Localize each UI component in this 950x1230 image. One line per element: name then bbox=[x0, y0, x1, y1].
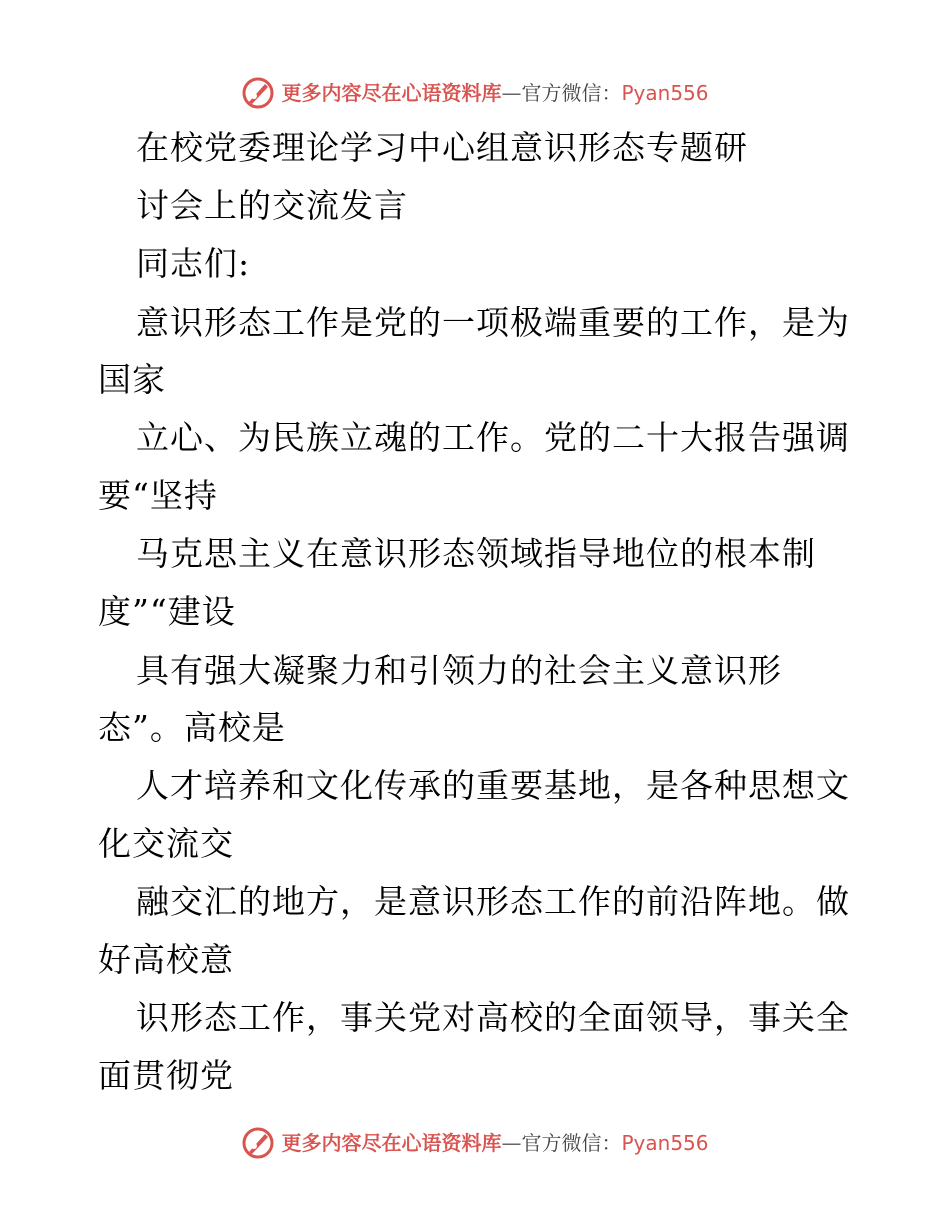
body-line: 态”。高校是 bbox=[98, 708, 286, 747]
body-line: 马克思主义在意识形态领域指导地位的根本制 bbox=[136, 534, 816, 573]
salutation: 同志们: bbox=[136, 244, 251, 283]
body-line: 面贯彻党 bbox=[98, 1056, 234, 1095]
body-line: 融交汇的地方，是意识形态工作的前沿阵地。做 bbox=[136, 882, 850, 921]
watermark-prefix: 更多内容尽在心语资料库 bbox=[281, 81, 502, 105]
watermark-brand: Pyan556 bbox=[621, 1131, 709, 1155]
title-line-2: 讨会上的交流发言 bbox=[136, 186, 408, 225]
body-line: 意识形态工作是党的一项极端重要的工作，是为 bbox=[136, 303, 850, 342]
watermark-middle: 官方微信： bbox=[521, 1131, 622, 1155]
body-line: 好高校意 bbox=[98, 940, 234, 979]
footer-watermark bbox=[0, 1126, 950, 1160]
watermark-middle: 官方微信： bbox=[521, 81, 622, 105]
watermark-brand: Pyan556 bbox=[621, 81, 709, 105]
watermark-separator: — bbox=[501, 1131, 522, 1155]
body-line: 要“坚持 bbox=[98, 476, 218, 515]
body-line: 度”“建设 bbox=[98, 592, 236, 631]
watermark-prefix: 更多内容尽在心语资料库 bbox=[281, 1131, 502, 1155]
body-line: 国家 bbox=[98, 360, 166, 399]
watermark-separator: — bbox=[501, 81, 522, 105]
quill-seal-icon bbox=[241, 1126, 275, 1160]
title-line-1: 在校党委理论学习中心组意识形态专题研 bbox=[136, 128, 748, 167]
body-line: 立心、为民族立魂的工作。党的二十大报告强调 bbox=[136, 418, 850, 457]
body-line: 识形态工作，事关党对高校的全面领导，事关全 bbox=[136, 998, 850, 1037]
body-line: 具有强大凝聚力和引领力的社会主义意识形 bbox=[136, 651, 782, 690]
body-line: 人才培养和文化传承的重要基地，是各种思想文 bbox=[136, 766, 850, 805]
body-line: 化交流交 bbox=[98, 824, 234, 863]
